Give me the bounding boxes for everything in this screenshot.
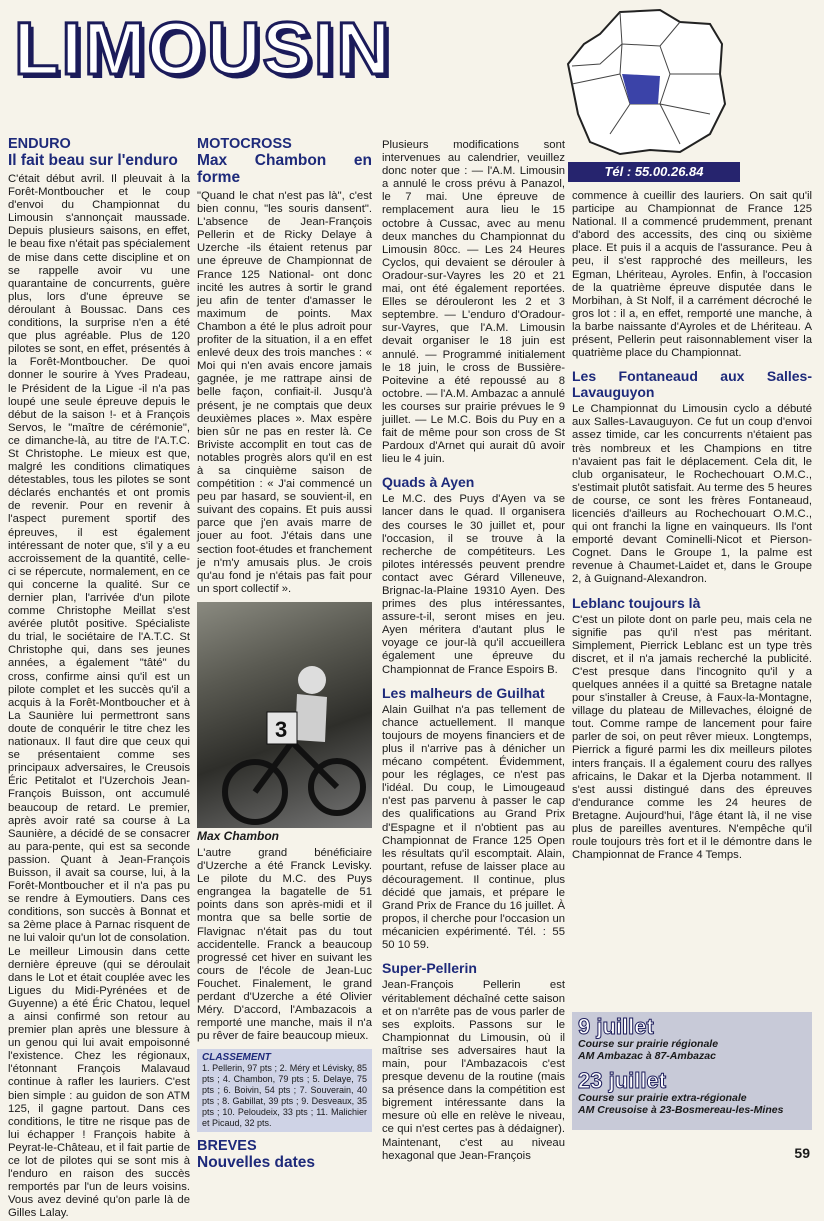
guilhat-headline: Les malheurs de Guilhat bbox=[382, 684, 545, 701]
column-right bbox=[572, 190, 812, 862]
motocross-section-label: MOTOCROSS bbox=[197, 136, 292, 152]
date-2-type: Course sur prairie extra-régionale bbox=[578, 1092, 747, 1104]
guilhat-body: Alain Guilhat n'a pas tellement de chance actuellement. Il manque toujours de moyens financiers et de plus il n'arrive pas à dénicher un mécano compétent. Évidemment, pour les réglages, ce n'est pas l'idéal. Du coup, le Limougeaud n'est pas parvenu à passer le cap des qualifications au Grand Prix d'Espagne et il n'obtient pas au Championnat de France 125 Open les résultats qu'il escomptait. Alain, pourtant, refuse de laisser place au découragement. Il continue, plus décidé que jamais, et prépare le Grand Prix de France du 16 juillet. À propos, il cherche pour l'occasion un mécanicien expérimenté. Tél. : 55 50 10 59. bbox=[382, 703, 566, 952]
page-number: 59 bbox=[794, 1145, 810, 1161]
telephone-banner: Tél : 55.00.26.84 bbox=[568, 162, 740, 182]
date-1-type: Course sur prairie régionale bbox=[578, 1038, 719, 1050]
breves-body: Plusieurs modifications sont intervenues au calendrier, veuillez donc noter que : — l'A.M. Limousin a annulé le cross prévu à Panazol, le 7 mai. Une épreuve de remplacement aura lieu le 15 octobre à Cussac, avec au menu deux manches du Championnat du Limousin 80cc. — Les 24 Heures Cyclos, qui devaient se dérouler à Oradour-sur-Vayres les 20 et 21 mai, ont été également reportées. Elles se dérouleront les 2 et 3 septembre. — L'enduro d'Oradour-sur-Vayres, que l'A.M. Limousin devait organiser le 18 juin est annulé. — Programmé initialement le 18 juin, le cross de Bussière-Poitevine a été repoussé au 8 octobre. — l'A.M. Ambazac a annulé les courses sur prairie prévues le 9 juillet. — Le M.C. Bois du Puy en a fait de même pour son cross de St Pardoux d'Arnet qui aurait dû avoir lieu le 4 juin. bbox=[382, 139, 565, 466]
date-2-place: AM Creusoise à 23-Bosmereau-les-Mines bbox=[578, 1104, 784, 1116]
rider-silhouette bbox=[197, 602, 372, 828]
fontaneaud-body: Le Championnat du Limousin cyclo a débuté aux Salles-Lavauguyon. Ce fut un coup d'envoi assez timide, car les concurrents n'étaient pas très nombreux et les Champions en titre n'avaient pas fait le déplacement. Cela dit, le club organisateur, le Rochechouart O.M.C., s'estimait plutôt satisfait. Au terme des 5 heures de course, ce sont les frères Fontaneaud, licenciés d'ailleurs au Rochechouart O.M.C., qui ont franchi la ligne en vainqueurs. Ils l'ont emporté devant Cominelli-Nicot et Pierson-Cognet. Dans le Groupe 1, la palme est revenue à Chaumet-Laidet et, dans le Groupe 2, à Guignand-Alexandron. bbox=[572, 403, 812, 586]
pellerin-body-continued: commence à cueillir des lauriers. On sait qu'il participe au Championnat de France 125 National. Il a commencé prudemment, prenant d'abord des accessits, des cinq ou sixième place. Et puis il a acquis de l'assurance. Peu à peu, il s'est rapproché des meilleurs, les Egman, Lhériteau, Ayroles. Enfin, à l'occasion de la quatrième épreuve disputée dans le Morbihan, à St Nolf, il a carrément décroché le gros lot : il a, en effet, remporté une manche, à la barbe naissante d'Ayroles et de Lhériteau. A présent, Pellerin peut raisonnablement viser la quatrième place du Championnat. bbox=[572, 190, 812, 360]
motocross-photo bbox=[197, 602, 372, 828]
svg-text:3: 3 bbox=[275, 716, 288, 742]
motocross-headline: Max Chambon en forme bbox=[197, 152, 372, 186]
pellerin-body: Jean-François Pellerin est véritablement déchaîné cette saison et on n'arrête pas de vous parler de ses exploits. Passons sur le Championnat du Limousin, où il maîtrise ses adversaires haut la main, pour l'Ambazacois c'est presque devenu de la routine (mais sa présence dans la compétition est bigrement intéressante dans la mesure où elle en relève le niveau, ce qui n'est certes pas à dédaigner). Maintenant, c'est au niveau hexagonal que Jean-François bbox=[382, 979, 565, 1162]
breves-headline: Nouvelles dates bbox=[197, 1154, 316, 1172]
column-enduro bbox=[8, 136, 190, 1221]
fontaneaud-headline: Les Fontaneaud aux Salles-Lavauguyon bbox=[572, 368, 812, 401]
classement-list: 1. Pellerin, 97 pts ; 2. Méry et Lévisky, 85 pts ; 4. Chambon, 79 pts ; 5. Delaye, 75 pts ; 6. Boivin, 54 pts ; 7. Souverain, 40 pts ; 8. Gabillat, 39 pts ; 9. Desveaux, 35 pts ; 10. Peloudeix, 33 pts ; 11. Malichier et Picaud, 32 pts. bbox=[202, 1063, 367, 1129]
leblanc-headline: Leblanc toujours là bbox=[572, 594, 701, 611]
motocross-body-2: L'autre grand bénéficiaire d'Uzerche a été Franck Levisky. Le pilote du M.C. des Puys engrangea la bagatelle de 51 points dans son après-midi et il montra que sa belle sortie de Flavignac n'était pas du tout accidentelle. Franck a beaucoup progressé cet hiver en suivant les cours de l'école de Jean-Luc Fouchet. Finalement, le grand perdant d'Uzerche a été Olivier Méry. D'accord, l'Ambazacois a remporté une manche, mais il n'a pu rêver de faire beaucoup mieux. bbox=[197, 847, 372, 1043]
classement-title: CLASSEMENT bbox=[202, 1052, 271, 1064]
enduro-body: C'était début avril. Il pleuvait à la Forêt-Montboucher et le coup d'envoi du Championnat du Limousin s'annonçait maussade. Depuis plusieurs saisons, en effet, le beau fixe n'était pas spécialement de mise dans cette discipline et on se rappelle avoir vu une quarantaine de concurrents, guère plus, lors d'une épreuve se déroulant à Boussac. Dans ces conditions, la surprise n'en a été que plus agréable. Plus de 120 pilotes se sont, en effet, présentés à la Forêt-Montboucher. De quoi donner le sourire à Yves Pradeau, le Président de la Ligue -il n'a pas loupé une seule épreuve depuis le début de la saison !- et à François Servos, le "maître de cérémonie", ce dimanche-là, au titre de l'A.T.C. St Christophe. Le mieux est que, malgré les conditions climatiques détestables, tous les pilotes se sont déclarés enchantés et ont promis de revenir. Pour en revenir à l'aspect purement sportif des épreuves, il est également intéressant de noter que, s'il y a eu accroissement de la quantité, celle-ci se répercute, normalement, en ce qui concerne la qualité. Sur ce dernier plan, l'arrivée d'un pilote comme Christophe Meillat s'est avérée plutôt positive. Spécialiste du trial, le sociétaire de l'A.T.C. St Christophe qui, dans ses jeunes années, a également "tâté" du cross, confirme ainsi qu'il est un pilote complet et les succès qu'il a acquis à la Forêt-Montboucher et à La Saunière lui permettront sans doute de conquérir le titre chez les nationaux. Il faut dire que ceux qui se présentaient comme ses principaux adversaires, le Creusois Éric Petitalot et l'Uzerchois Jean-François Buisson, ont accumulé beaucoup de retard. Le premier, après avoir raté sa course à La Saunière, a décidé de se consacrer au para-pente, qui est sa seconde passion. Quant à Jean-François Buisson, il avait sa course, lui, à la Forêt-Montboucher et il n'a pas pu se rendre à Eymoutiers. Dans ces conditions, son succès à Bonnat et sa 2ème place à Parnac risquent de ne lui valoir qu'un lot de consolation. Le meilleur Limousin dans cette dernière épreuve (qui se déroulait dans le Lot et était couplée avec les Ligues du Midi-Pyrénées et de Guyenne) a été Éric Chatou, lequel a ainsi confirmé son retour au premier plan après une blessure à un genou qui lui avait empoisonné l'existence. Chez les régionaux, l'étonnant François Malavaud continue à rafler les lauriers. C'est bien simple : au guidon de son ATM 125, il gagne partout. Dans ces conditions, le titre ne risque pas de lui échapper ! François habite à Peyrat-le-Château, et il fait partie de ce lot de pilotes qui se sont mis à l'enduro en raison des succès remportés par l'un de leurs voisins. Vous avez deviné qu'on parle là de Gilles Lalay. bbox=[8, 173, 190, 1220]
masthead-title: LIMOUSIN bbox=[14, 7, 392, 90]
column-breves bbox=[382, 139, 565, 1163]
limousin-map bbox=[560, 4, 732, 158]
motocross-body-1: "Quand le chat n'est pas là", c'est bien connu, "les souris dansent". L'absence de Jean-François Pellerin et de Ricky Delaye à Uzerche -ils étaient retenus par une épreuve de Championnat de France 125 National- ont donc incité les autres à sortir le grand jeu afin de tenter d'amasser le maximum de points. Max Chambon a été le plus adroit pour profiter de la situation, il a en effet enlevé deux des trois manches : « Moi qui n'en avais encore jamais gagnée, je me rattrape ainsi de belle façon, confiait-il. Jusqu'à présent, je ne comptais que deux deuxièmes places ». Max espère bien sûr ne pas en rester là. Ce Briviste accomplit en tout cas de notables progrès alors qu'il en est à sa cinquième saison de compétition : « J'ai commencé un peu par hasard, se souvient-il, en suivant des copains. Et puis aussi parce que j'en avais marre de jouer au foot. J'étais dans une section foot-études et franchement je n'm'y amusais plus. Je crois qu'au fond je n'étais pas fait pour un sport collectif ». bbox=[197, 190, 372, 595]
pellerin-headline: Super-Pellerin bbox=[382, 960, 477, 977]
france-map-graphic bbox=[560, 4, 732, 158]
photo-caption: Max Chambon bbox=[197, 828, 280, 843]
quads-body: Le M.C. des Puys d'Ayen va se lancer dans le quad. Il organisera des courses le 30 juillet et, pour l'occasion, il se trouve à la recherche de compétiteurs. Les pilotes intéressés peuvent prendre contact avec Gérard Villeneuve, Brignac-la-Plaine 19310 Ayen. Des primes des plus intéressantes, assure-t-il, seront mises en jeu. Ayen méritera d'autant plus le voyage ce jour-là qu'il accueillera également une épreuve du Championnat de France Espoirs B. bbox=[382, 493, 565, 676]
date-2: 23 juillet bbox=[578, 1068, 667, 1093]
leblanc-body: C'est un pilote dont on parle peu, mais cela ne signifie pas qu'il n'est pas méritant. Simplement, Pierrick Leblanc est un type très discret, et il n'a jamais recherché la publicité. C'est presque dans l'incognito qu'il y a quelques années il a quitté sa Bretagne natale pour s'installer à Creuse, à Faux-la-Montagne, village du plateau de Millevaches, éloigné de tout. Comme rampe de lancement pour faire parler de soi, on peut rêver mieux. Longtemps, Pierrick a figuré parmi les dix meilleurs pilotes inters français. Il a également couru des rallyes africains, le Dakar et la Djerba notamment. Il s'est aussi distingué dans des épreuves d'endurance comme les 24 heures de Bretagne. Aujourd'hui, l'âge étant là, il ne vise plus de pareilles aventures. N'empêche qu'il roule toujours très fort et il le démontre dans le Championnat de France 4 Temps. bbox=[572, 613, 812, 862]
enduro-section-label: ENDURO bbox=[8, 136, 71, 152]
column-motocross bbox=[197, 136, 372, 1175]
date-1-place: AM Ambazac à 87-Ambazac bbox=[578, 1050, 716, 1062]
classement-box bbox=[197, 1049, 372, 1132]
enduro-headline: Il fait beau sur l'enduro bbox=[8, 152, 178, 169]
date-1: 9 juillet bbox=[578, 1014, 654, 1039]
quads-headline: Quads à Ayen bbox=[382, 474, 475, 491]
dates-box bbox=[572, 1012, 812, 1130]
breves-section-label: BREVES bbox=[197, 1138, 257, 1155]
